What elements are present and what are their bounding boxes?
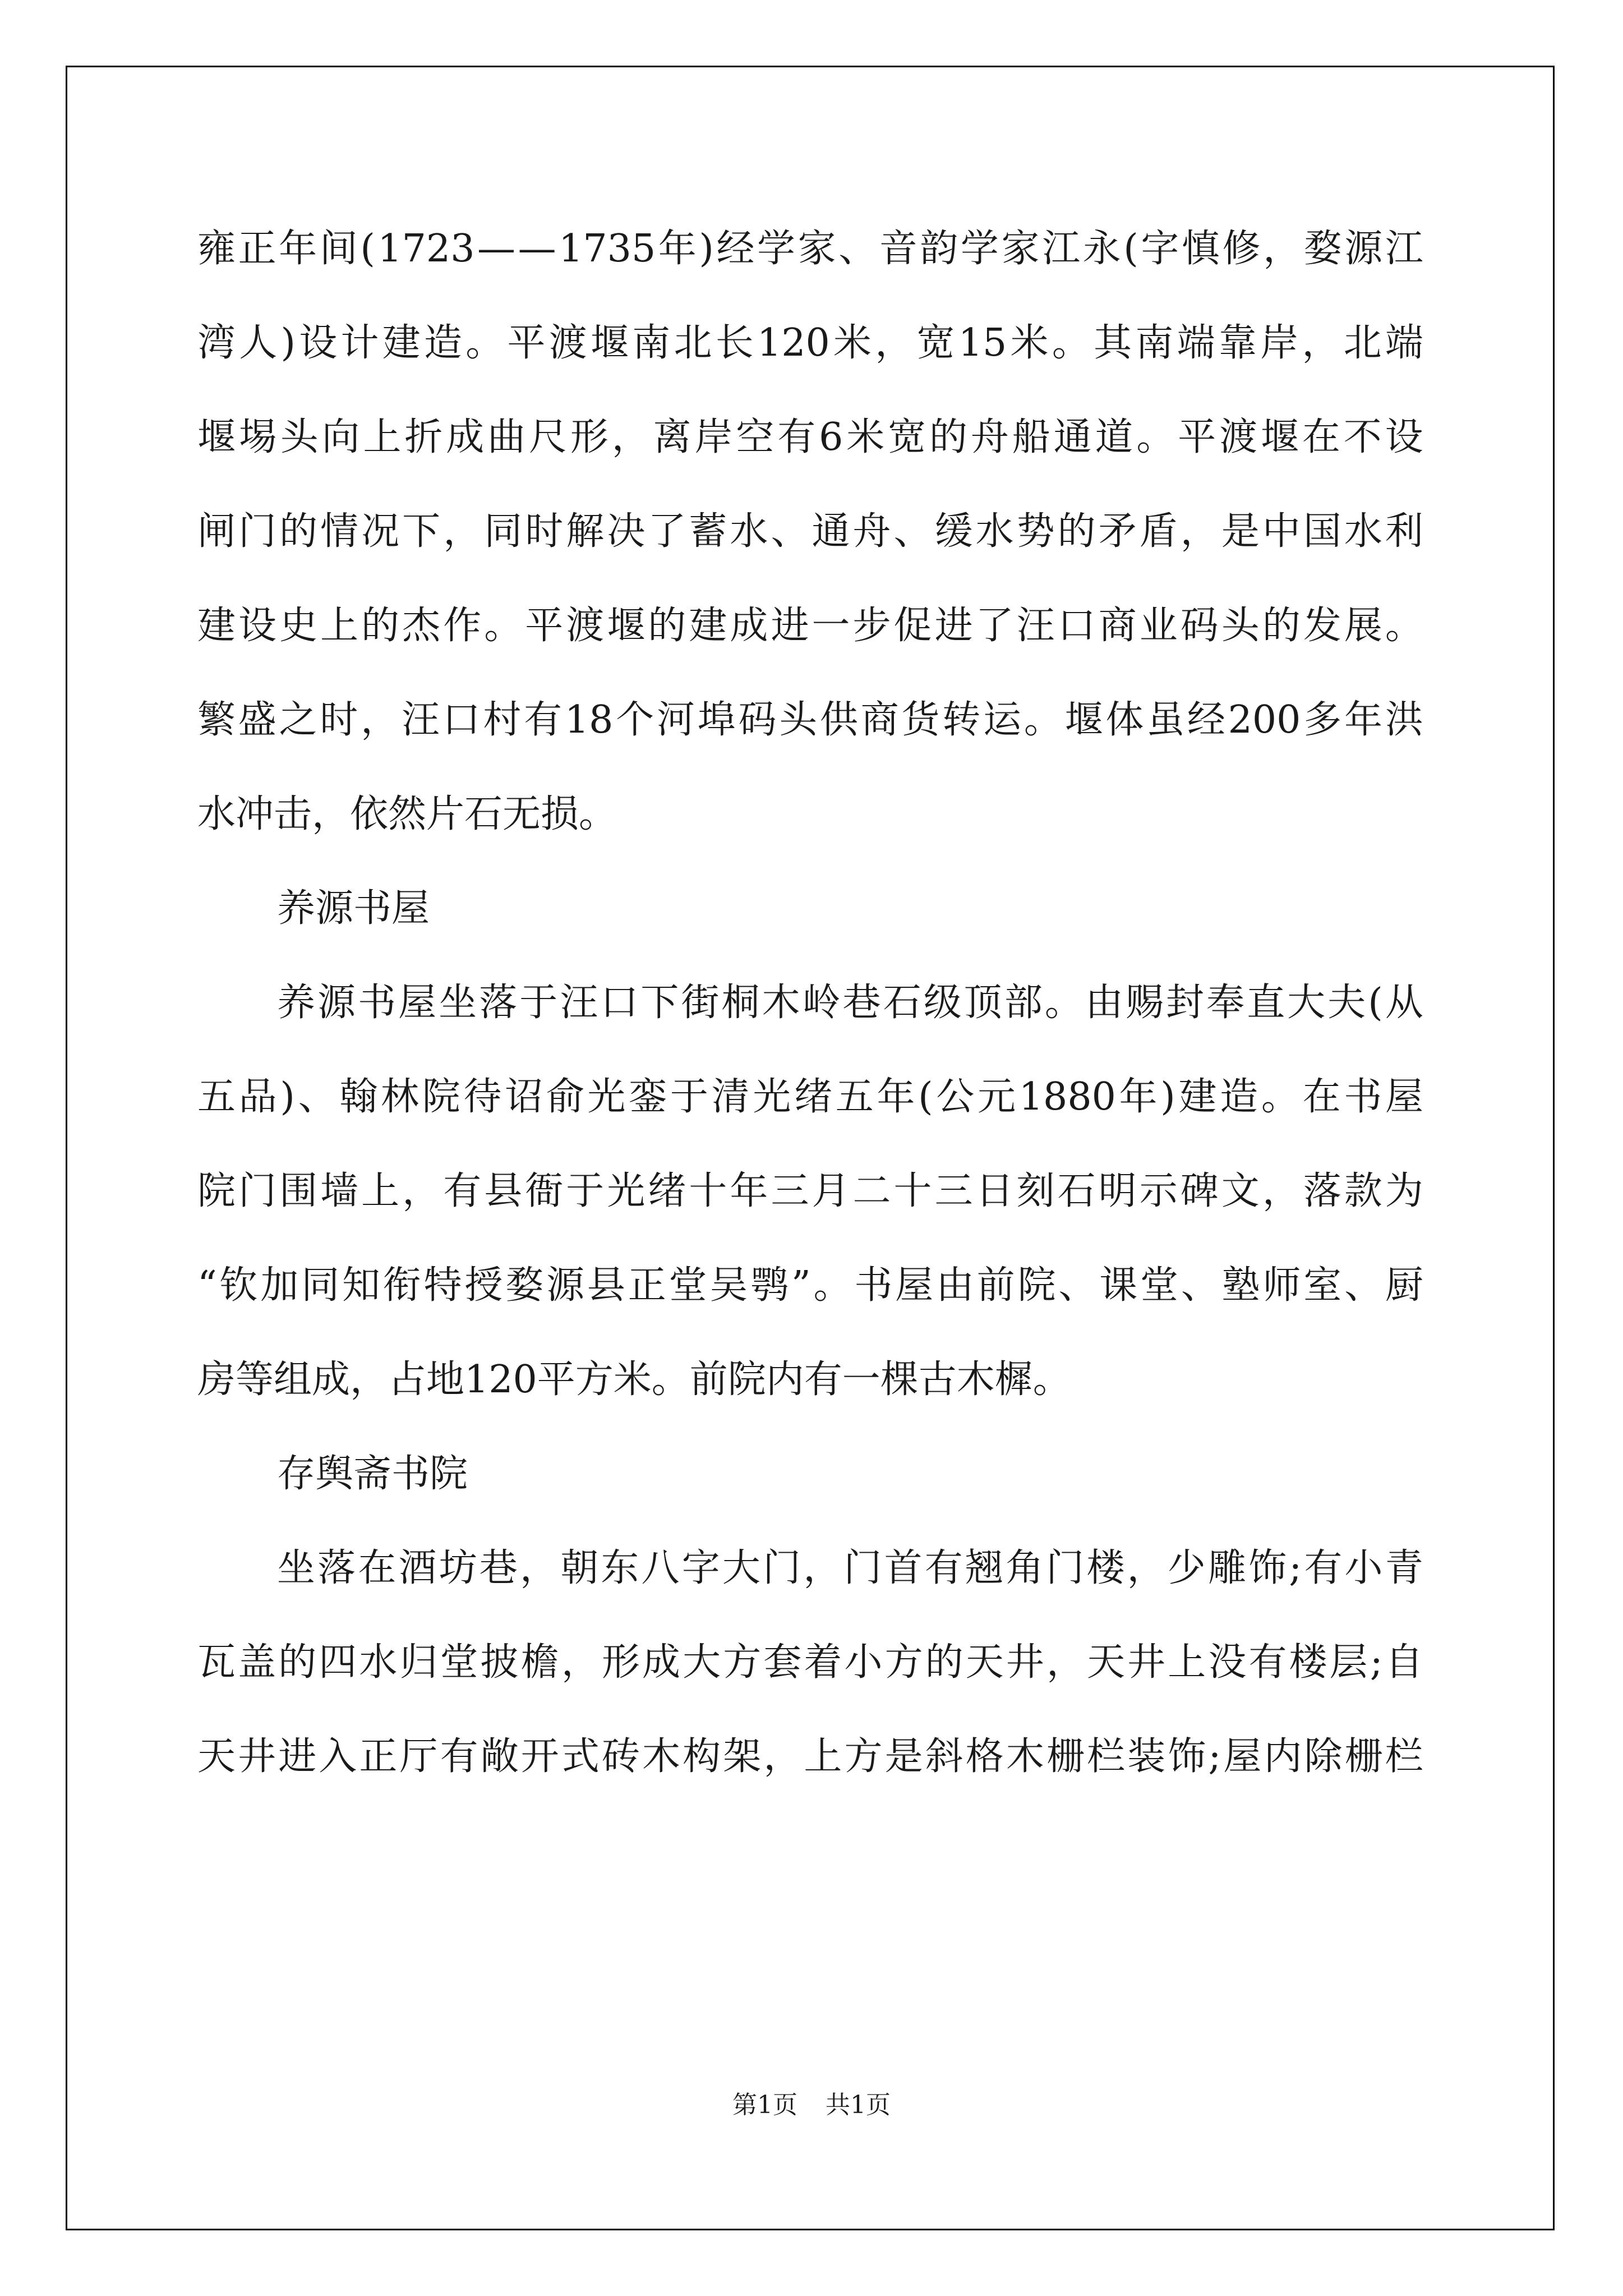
text-line: 瓦 盖 的 四 水 归 堂 披 檐 ， 形 成 大 方 套 着 小 方 的 天 井 ， 天 井 上 没 有 楼 层 ; 自 — [197, 1640, 1423, 1685]
text-line: 天 井 进 入 正 厅 有 敞 开 式 砖 木 构 架 ， 上 方 是 斜 格 木 栅 栏 装 饰 ; 屋 内 除 栅 栏 — [197, 1734, 1423, 1779]
page-total: 共1页 — [826, 2091, 891, 2119]
text-line: 湾 人 ) 设 计 建 造 。 平 渡 堰 南 北 长 120 米 ， 宽 15 米 。 其 南 端 靠 岸 ， 北 端 — [197, 321, 1423, 365]
document-body — [197, 202, 1423, 1804]
text-line: 院 门 围 墙 上 ， 有 县 衙 于 光 绪 十 年 三 月 二 十 三 日 刻 石 明 示 碑 文 ， 落 款 为 — [197, 1169, 1423, 1213]
text-line: 繁 盛 之 时 ， 汪 口 村 有 18 个 河 埠 码 头 供 商 货 转 运 。 堰 体 虽 经 200 多 年 洪 — [197, 698, 1423, 742]
page-footer — [0, 2085, 1623, 2120]
page-number: 第1页 — [732, 2091, 797, 2119]
text-line: 闸 门 的 情 况 下 ， 同 时 解 决 了 蓄 水 、 通 舟 、 缓 水 势 的 矛 盾 ， 是 中 国 水 利 — [197, 509, 1423, 554]
text-line: 水冲击，依然片石无损。 — [197, 792, 617, 836]
text-line: 五 品 ) 、 翰 林 院 待 诏 俞 光 銮 于 清 光 绪 五 年 ( 公 元 1880 年 ) 建 造 。 在 书 屋 — [197, 1075, 1423, 1119]
text-line: 建 设 史 上 的 杰 作 。 平 渡 堰 的 建 成 进 一 步 促 进 了 汪 口 商 业 码 头 的 发 展 。 — [197, 604, 1423, 648]
text-line: 堰 埸 头 向 上 折 成 曲 尺 形 ， 离 岸 空 有 6 米 宽 的 舟 船 通 道 。 平 渡 堰 在 不 设 — [197, 415, 1423, 459]
text-line: 雍 正 年 间 ( 1723 — — 1735 年 ) 经 学 家 、 音 韵 学 家 江 永 ( 字 慎 修 ， 婺 源 江 — [197, 227, 1423, 271]
text-line: 坐 落 在 酒 坊 巷 ， 朝 东 八 字 大 门 ， 门 首 有 翘 角 门 楼 ， 少 雕 饰 ; 有 小 青 — [277, 1546, 1423, 1590]
text-line: “ 钦 加 同 知 衔 特 授 婺 源 县 正 堂 吴 鹗 ” 。 书 屋 由 前 院 、 课 堂 、 塾 师 室 、 厨 — [197, 1263, 1423, 1308]
text-line: 养 源 书 屋 坐 落 于 汪 口 下 街 桐 木 岭 巷 石 级 顶 部 。 由 赐 封 奉 直 大 夫 ( 从 — [277, 981, 1423, 1025]
text-line: 房等组成，占地120平方米。前院内有一棵古木樨。 — [197, 1358, 1071, 1402]
section-heading: 养源书屋 — [277, 886, 430, 931]
section-heading: 存舆斋书院 — [277, 1452, 468, 1496]
